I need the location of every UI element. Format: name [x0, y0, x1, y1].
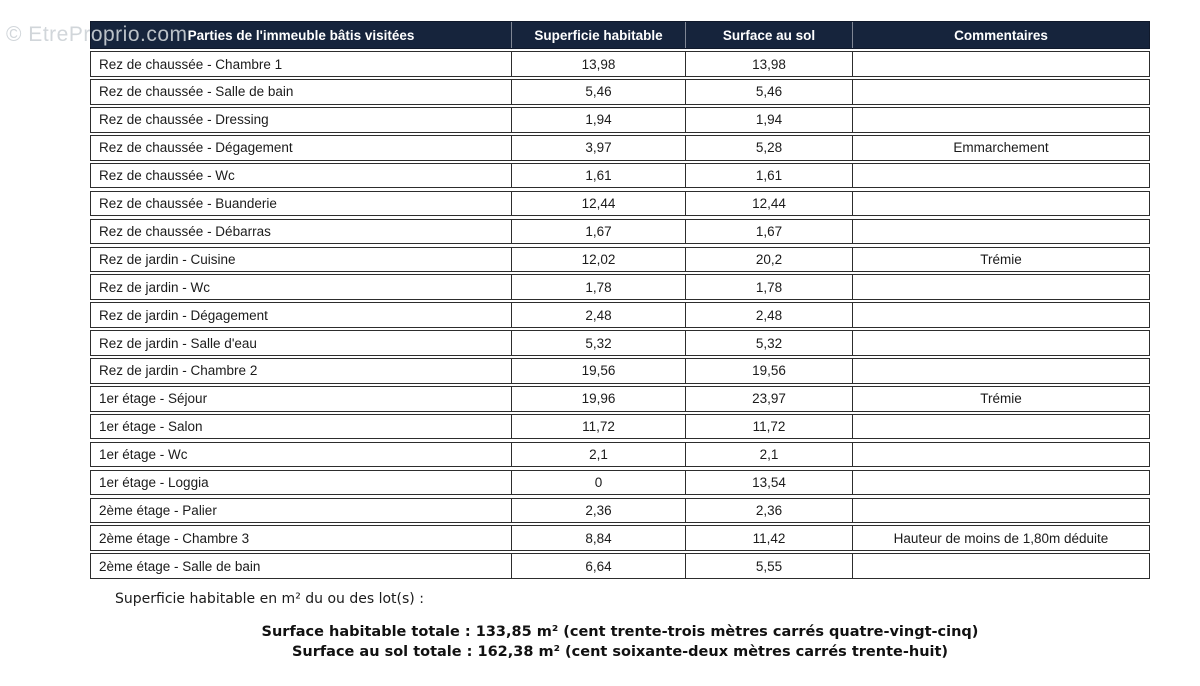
- cell-commentaire: Trémie: [852, 248, 1149, 272]
- cell-partie: 2ème étage - Palier: [99, 502, 217, 518]
- table-row: [90, 107, 1150, 133]
- cell-commentaire: [852, 499, 1149, 523]
- cell-superficie: 19,56: [511, 359, 685, 383]
- cell-partie: 1er étage - Salon: [99, 419, 203, 435]
- superficie-habitable-label: Superficie habitable en m² du ou des lot(s) :: [115, 591, 424, 607]
- cell-commentaire: [852, 554, 1149, 578]
- table-body: [90, 51, 1150, 579]
- table-row: [90, 330, 1150, 356]
- cell-surface-sol: 12,44: [685, 192, 852, 216]
- cell-commentaire: [852, 192, 1149, 216]
- table-row: [90, 135, 1150, 161]
- table-row: [90, 442, 1150, 468]
- cell-partie: Rez de jardin - Salle d'eau: [99, 335, 257, 351]
- cell-partie: Rez de chaussée - Débarras: [99, 223, 271, 239]
- cell-surface-sol: 1,78: [685, 275, 852, 299]
- table-row: [90, 302, 1150, 328]
- cell-partie: Rez de chaussée - Dressing: [99, 112, 269, 128]
- total-surface-habitable: Surface habitable totale : 133,85 m² (cent trente-trois mètres carrés quatre-vingt-cinq): [261, 624, 979, 640]
- cell-partie: 1er étage - Séjour: [99, 391, 208, 407]
- cell-surface-sol: 5,46: [685, 80, 852, 104]
- table-row: [90, 51, 1150, 77]
- table-header-row: [90, 21, 1150, 49]
- cell-commentaire: Hauteur de moins de 1,80m déduite: [852, 526, 1149, 550]
- cell-superficie: 1,67: [511, 220, 685, 244]
- cell-surface-sol: 5,28: [685, 136, 852, 160]
- watermark-etreproprio: © EtreProprio.com: [6, 23, 188, 46]
- cell-partie: 2ème étage - Chambre 3: [99, 530, 250, 546]
- cell-superficie: 11,72: [511, 415, 685, 439]
- cell-partie: 2ème étage - Salle de bain: [99, 558, 261, 574]
- cell-commentaire: [852, 303, 1149, 327]
- cell-commentaire: [852, 331, 1149, 355]
- table-row: [90, 498, 1150, 524]
- header-commentaires: Commentaires: [852, 22, 1149, 48]
- cell-partie: Rez de jardin - Cuisine: [99, 251, 236, 267]
- table-row: [90, 386, 1150, 412]
- cell-surface-sol: 2,36: [685, 499, 852, 523]
- table-row: [90, 274, 1150, 300]
- cell-surface-sol: 13,98: [685, 52, 852, 76]
- cell-surface-sol: 20,2: [685, 248, 852, 272]
- cell-commentaire: Emmarchement: [852, 136, 1149, 160]
- cell-surface-sol: 5,55: [685, 554, 852, 578]
- cell-surface-sol: 1,61: [685, 164, 852, 188]
- cell-superficie: 5,32: [511, 331, 685, 355]
- cell-superficie: 19,96: [511, 387, 685, 411]
- surfaces-table: [90, 21, 1150, 579]
- cell-surface-sol: 2,48: [685, 303, 852, 327]
- cell-superficie: 12,44: [511, 192, 685, 216]
- cell-superficie: 1,78: [511, 275, 685, 299]
- cell-surface-sol: 2,1: [685, 443, 852, 467]
- cell-superficie: 0: [511, 471, 685, 495]
- cell-partie: 1er étage - Loggia: [99, 474, 209, 490]
- cell-commentaire: [852, 52, 1149, 76]
- cell-surface-sol: 1,94: [685, 108, 852, 132]
- cell-superficie: 3,97: [511, 136, 685, 160]
- cell-superficie: 8,84: [511, 526, 685, 550]
- header-surface-au-sol: Surface au sol: [685, 22, 852, 48]
- table-row: [90, 163, 1150, 189]
- cell-superficie: 1,94: [511, 108, 685, 132]
- cell-commentaire: [852, 220, 1149, 244]
- cell-partie: Rez de jardin - Chambre 2: [99, 363, 258, 379]
- cell-surface-sol: 11,72: [685, 415, 852, 439]
- cell-commentaire: [852, 108, 1149, 132]
- cell-commentaire: [852, 164, 1149, 188]
- table-row: [90, 191, 1150, 217]
- cell-partie: Rez de jardin - Wc: [99, 279, 211, 295]
- cell-commentaire: [852, 275, 1149, 299]
- cell-partie: Rez de chaussée - Wc: [99, 168, 235, 184]
- cell-surface-sol: 5,32: [685, 331, 852, 355]
- cell-superficie: 2,36: [511, 499, 685, 523]
- header-parties: Parties de l'immeuble bâtis visitées: [187, 27, 415, 43]
- table-row: [90, 358, 1150, 384]
- table-row: [90, 79, 1150, 105]
- cell-commentaire: [852, 471, 1149, 495]
- totals-block: [90, 622, 1150, 662]
- total-surface-au-sol: Surface au sol totale : 162,38 m² (cent soixante-deux mètres carrés trente-huit): [291, 644, 949, 660]
- table-row: [90, 525, 1150, 551]
- table-row: [90, 247, 1150, 273]
- table-row: [90, 414, 1150, 440]
- cell-commentaire: [852, 443, 1149, 467]
- cell-partie: Rez de chaussée - Buanderie: [99, 196, 277, 212]
- cell-commentaire: [852, 80, 1149, 104]
- cell-commentaire: Trémie: [852, 387, 1149, 411]
- cell-surface-sol: 13,54: [685, 471, 852, 495]
- cell-superficie: 2,48: [511, 303, 685, 327]
- header-superficie-habitable: Superficie habitable: [511, 22, 685, 48]
- cell-commentaire: [852, 359, 1149, 383]
- cell-commentaire: [852, 415, 1149, 439]
- cell-superficie: 5,46: [511, 80, 685, 104]
- table-row: [90, 553, 1150, 579]
- cell-surface-sol: 1,67: [685, 220, 852, 244]
- cell-superficie: 12,02: [511, 248, 685, 272]
- cell-partie: Rez de chaussée - Chambre 1: [99, 56, 283, 72]
- cell-partie: 1er étage - Wc: [99, 447, 188, 463]
- table-row: [90, 470, 1150, 496]
- cell-superficie: 6,64: [511, 554, 685, 578]
- cell-surface-sol: 23,97: [685, 387, 852, 411]
- cell-superficie: 13,98: [511, 52, 685, 76]
- cell-partie: Rez de chaussée - Dégagement: [99, 140, 293, 156]
- cell-surface-sol: 11,42: [685, 526, 852, 550]
- table-row: [90, 219, 1150, 245]
- cell-superficie: 1,61: [511, 164, 685, 188]
- cell-partie: Rez de jardin - Dégagement: [99, 307, 268, 323]
- cell-partie: Rez de chaussée - Salle de bain: [99, 84, 294, 100]
- cell-superficie: 2,1: [511, 443, 685, 467]
- cell-surface-sol: 19,56: [685, 359, 852, 383]
